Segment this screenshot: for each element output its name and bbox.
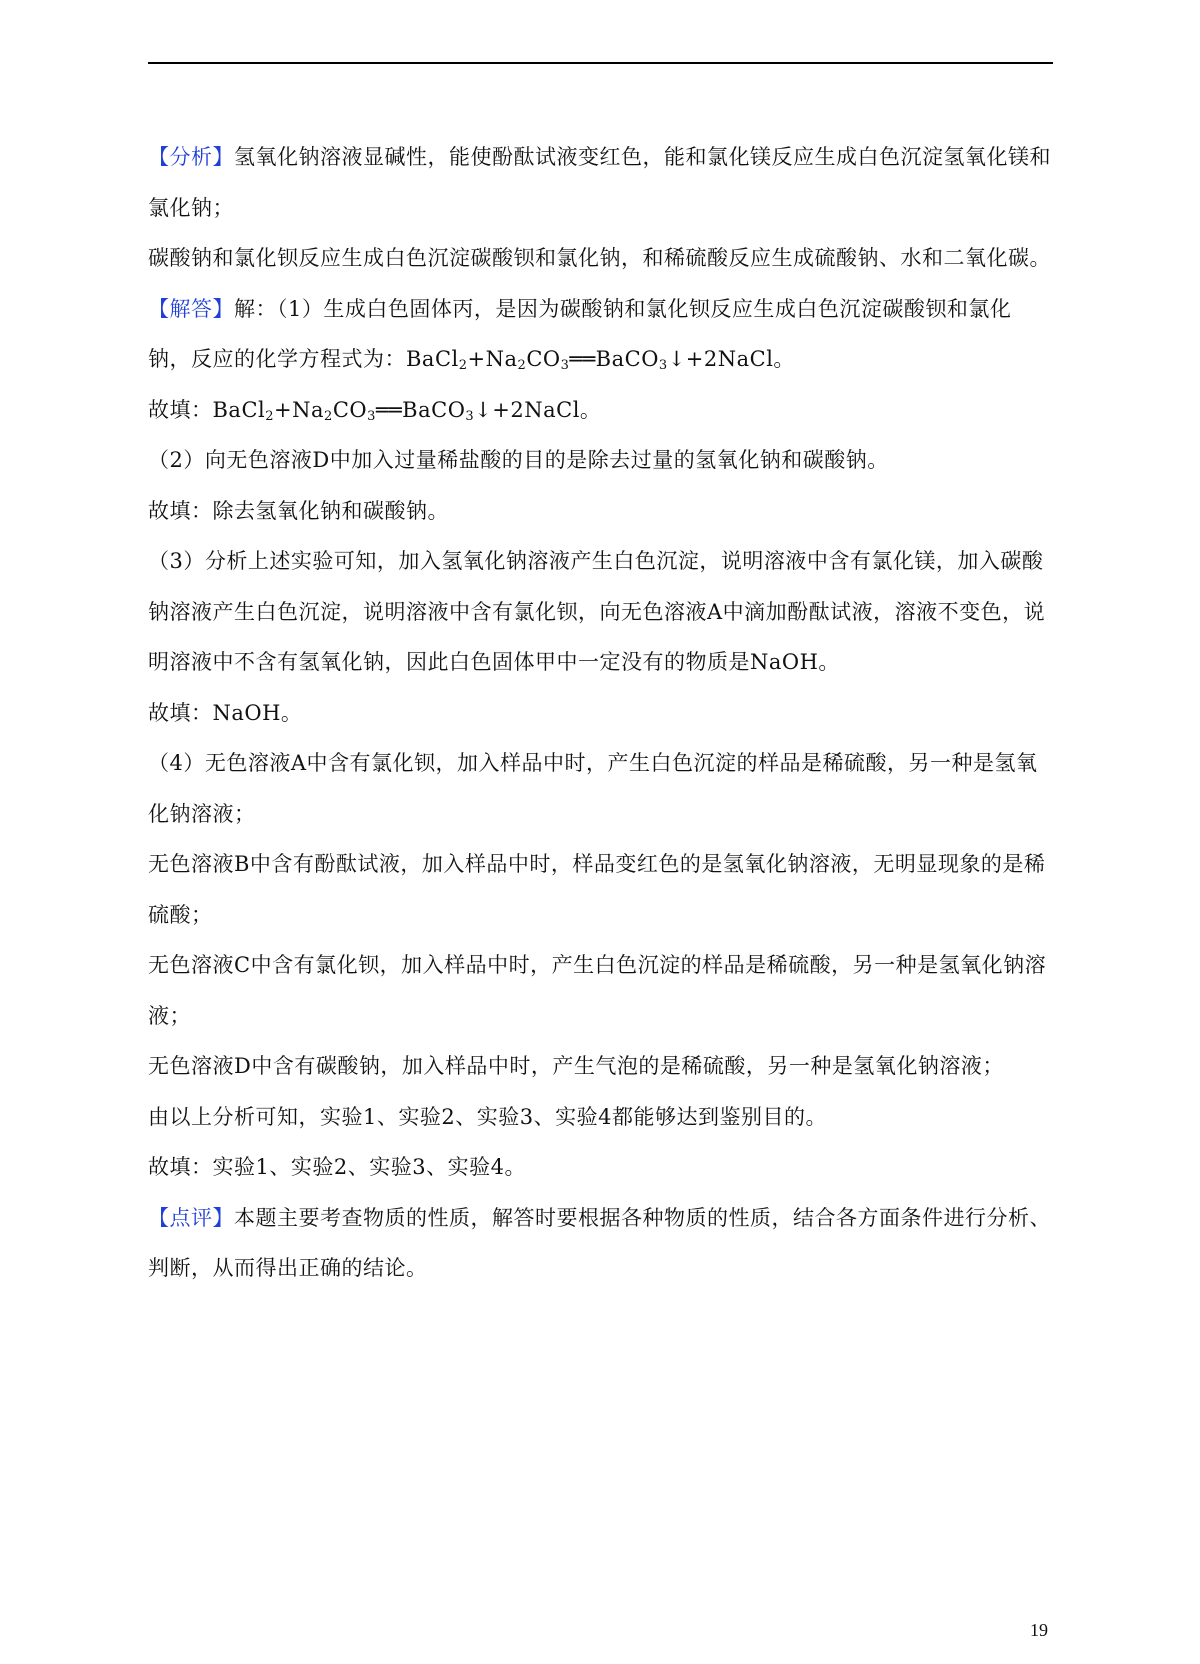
analysis-tag: 【分析】 (148, 145, 234, 169)
part-3: （3）分析上述实验可知，加入氢氧化钠溶液产生白色沉淀，说明溶液中含有氯化镁，加入碳酸钠溶液产生白色沉淀，说明溶液中含有氯化钡，向无色溶液A中滴加酚酞试液，溶液不变色，说明溶液中不含有氢氧化钠，因此白色固体甲中一定没有的物质是NaOH。 (148, 549, 1046, 674)
fill-1: 故填：$BaCl_2+Na_2CO_3══BaCO_3↓+2NaCl$。 (148, 397, 602, 424)
equation-1: $BaCl_2+Na_2CO_3══BaCO_3↓+2NaCl$。 (406, 347, 795, 373)
part-4-a: （4）无色溶液A中含有氯化钡，加入样品中时，产生白色沉淀的样品是稀硫酸，另一种是氢氧化钠溶液； (148, 751, 1038, 826)
part-2: （2）向无色溶液D中加入过量稀盐酸的目的是除去过量的氢氧化钠和碳酸钠。 (148, 448, 889, 472)
part-4-d: 无色溶液D中含有碳酸钠，加入样品中时，产生气泡的是稀硫酸，另一种是氢氧化钠溶液； (148, 1054, 1004, 1078)
part-4-e: 由以上分析可知，实验1、实验2、实验3、实验4都能够达到鉴别目的。 (148, 1104, 827, 1129)
equation-2: $BaCl_2+Na_2CO_3══BaCO_3↓+2NaCl$。 (212, 397, 602, 424)
fill-2: 故填：除去氢氧化钠和碳酸钠。 (148, 498, 449, 523)
answer-tag: 【解答】 (148, 296, 234, 321)
part-4-b: 无色溶液B中含有酚酞试液，加入样品中时，样品变红色的是氢氧化钠溶液，无明显现象的是稀硫酸； (148, 852, 1046, 927)
document-body (148, 132, 1053, 1294)
answer-intro: 解：（1）生成白色固体丙，是因为碳酸钠和氯化钡反应生成白色沉淀碳酸钡和氯化钠，反应的化学方程式为： (148, 296, 1012, 371)
comment-text: 本题主要考查物质的性质，解答时要根据各种物质的性质，结合各方面条件进行分析、判断，从而得出正确的结论。 (148, 1205, 1051, 1280)
page-number: 19 (1030, 1620, 1048, 1640)
header-rule (148, 62, 1053, 64)
analysis-text-1: 氢氧化钠溶液显碱性，能使酚酞试液变红色，能和氯化镁反应生成白色沉淀氢氧化镁和氯化钠； (148, 145, 1051, 220)
comment-tag: 【点评】 (148, 1205, 234, 1230)
answer-paragraph (148, 284, 1053, 385)
analysis-paragraph (148, 132, 1053, 233)
fill-3: 故填：NaOH。 (148, 700, 303, 725)
part-4-c: 无色溶液C中含有氯化钡，加入样品中时，产生白色沉淀的样品是稀硫酸，另一种是氢氧化钠溶液； (148, 953, 1047, 1028)
analysis-text-2: 碳酸钠和氯化钡反应生成白色沉淀碳酸钡和氯化钠，和稀硫酸反应生成硫酸钠、水和二氧化碳。 (148, 246, 1051, 270)
comment-paragraph (148, 1193, 1053, 1294)
fill-4: 故填：实验1、实验2、实验3、实验4。 (148, 1155, 526, 1179)
